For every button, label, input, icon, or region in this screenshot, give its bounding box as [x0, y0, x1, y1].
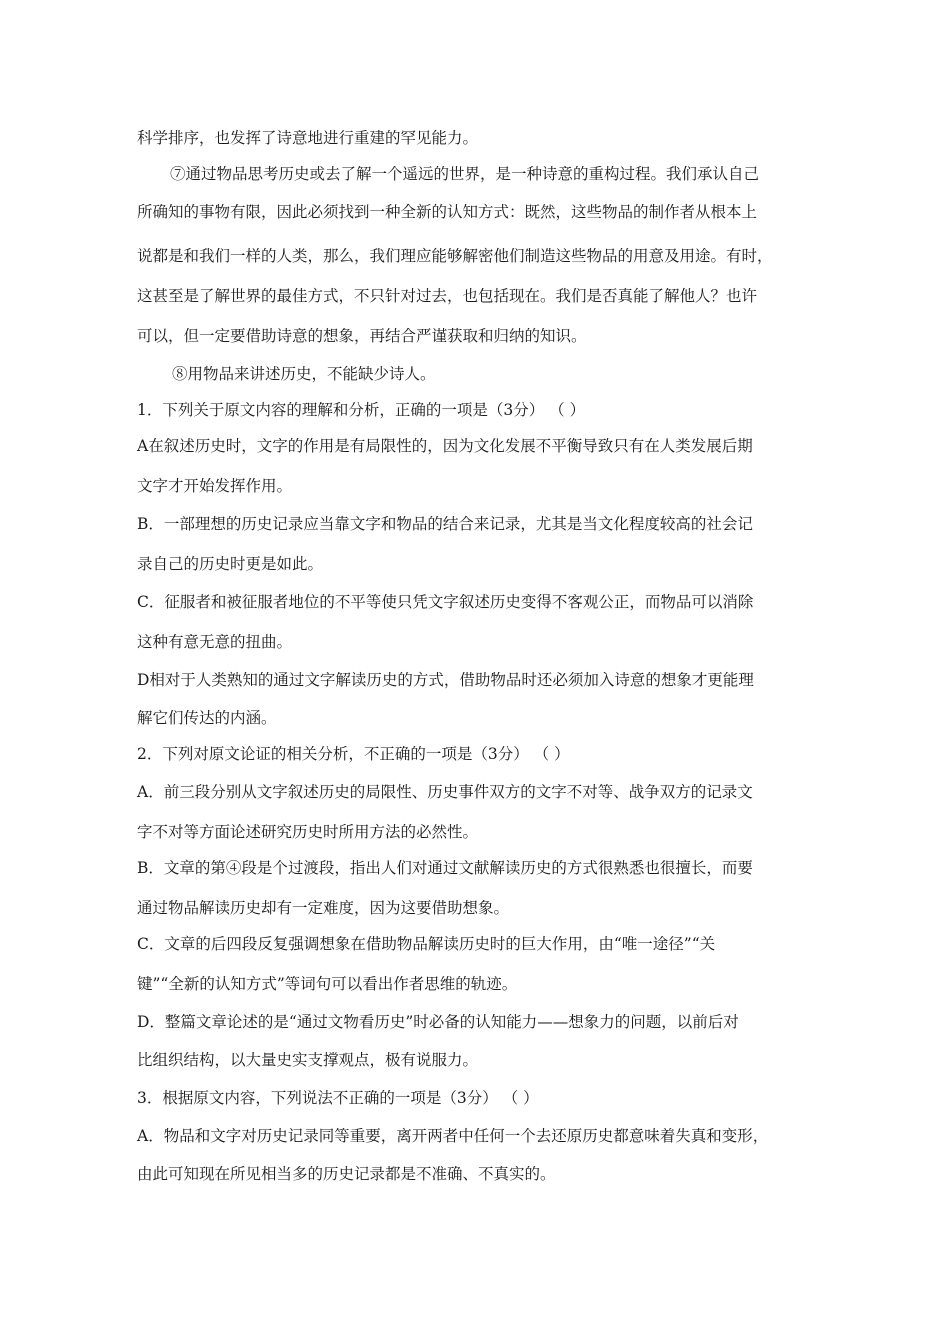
question-2-stem: 2．下列对原文论证的相关分析，不正确的一项是（3分） （ ）	[137, 745, 570, 763]
question-2-option-b-line-2: 通过物品解读历史却有一定难度，因为这要借助想象。	[137, 899, 510, 917]
question-2-option-a-line-1: A．前三段分别从文字叙述历史的局限性、历史事件双方的文字不对等、战争双方的记录文	[137, 783, 753, 801]
question-2-option-d-line-2: 比组织结构，以大量史实支撑观点，极有说服力。	[137, 1051, 479, 1069]
question-2-option-b-line-1: B．文章的第④段是个过渡段，指出人们对通过文献解读历史的方式很熟悉也很擅长，而要	[137, 859, 753, 877]
question-2-option-c-line-2: 键”“全新的认知方式”等词句可以看出作者思维的轨迹。	[137, 975, 518, 993]
question-2-option-a-line-2: 字不对等方面论述研究历史时所用方法的必然性。	[137, 823, 479, 841]
paragraph-7-line-4: 这甚至是了解世界的最佳方式，不只针对过去，也包括现在。我们是否真能了解他人？也许	[137, 287, 758, 305]
question-1-option-b-line-2: 录自己的历史时更是如此。	[137, 555, 324, 573]
question-1-option-b-line-1: B．一部理想的历史记录应当靠文字和物品的结合来记录，尤其是当文化程度较高的社会记	[137, 515, 753, 533]
paragraph-6-end: 科学排序，也发挥了诗意地进行重建的罕见能力。	[137, 129, 479, 147]
paragraph-8: ⑧用物品来讲述历史，不能缺少诗人。	[172, 365, 436, 383]
question-3-stem: 3．根据原文内容，下列说法不正确的一项是（3分） （ ）	[137, 1089, 539, 1107]
question-1-option-c-line-2: 这种有意无意的扭曲。	[137, 633, 293, 651]
paragraph-7-line-3: 说都是和我们一样的人类，那么，我们理应能够解密他们制造这些物品的用意及用途。有时，	[137, 247, 773, 265]
question-1-option-d-line-2: 解它们传达的内涵。	[137, 709, 277, 727]
paragraph-7-line-5: 可以，但一定要借助诗意的想象，再结合严谨获取和归纳的知识。	[137, 327, 587, 345]
question-1-stem: 1．下列关于原文内容的理解和分析，正确的一项是（3分） （ ）	[137, 401, 586, 419]
question-1-option-d-line-1: D相对于人类熟知的通过文字解读历史的方式，借助物品时还必须加入诗意的想象才更能理	[137, 671, 754, 689]
paragraph-7-line-2: 所确知的事物有限，因此必须找到一种全新的认知方式：既然，这些物品的制作者从根本上	[137, 203, 758, 221]
question-3-option-a-line-2: 由此可知现在所见相当多的历史记录都是不准确、不真实的。	[137, 1165, 556, 1183]
question-2-option-c-line-1: C．文章的后四段反复强调想象在借助物品解读历史时的巨大作用，由“唯一途径”“关	[137, 935, 716, 953]
question-1-option-c-line-1: C．征服者和被征服者地位的不平等使只凭文字叙述历史变得不客观公正，而物品可以消除	[137, 593, 754, 611]
question-2-option-d-line-1: D．整篇文章论述的是“通过文物看历史”时必备的认知能力——想象力的问题，以前后对	[137, 1013, 739, 1031]
question-3-option-a-line-1: A．物品和文字对历史记录同等重要，离开两者中任何一个去还原历史都意味着失真和变形，	[137, 1127, 769, 1145]
question-1-option-a-line-1: A在叙述历史时，文字的作用是有局限性的，因为文化发展不平衡导致只有在人类发展后期	[137, 437, 753, 455]
paragraph-7-line-1: ⑦通过物品思考历史或去了解一个遥远的世界，是一种诗意的重构过程。我们承认自己	[170, 165, 760, 183]
question-1-option-a-line-2: 文字才开始发挥作用。	[137, 477, 293, 495]
